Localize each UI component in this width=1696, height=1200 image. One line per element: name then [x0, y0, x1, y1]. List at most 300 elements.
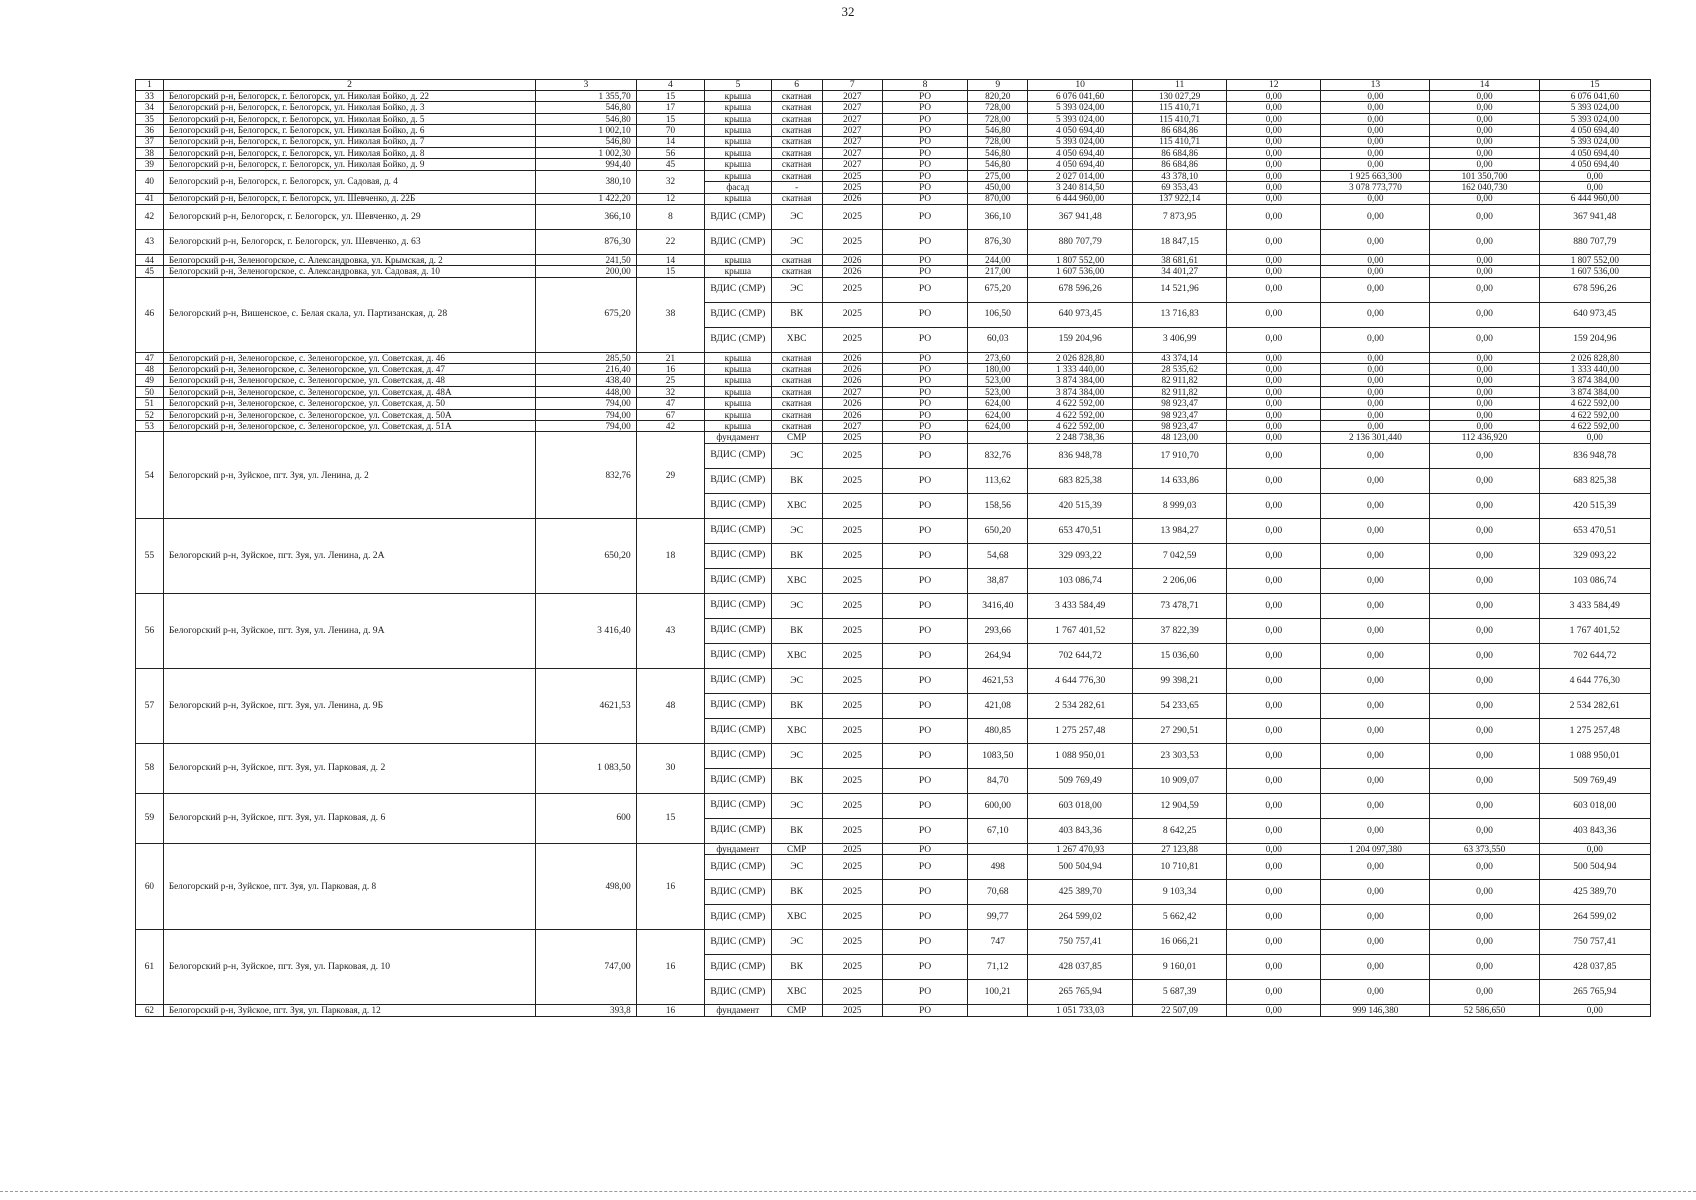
- cell-fund-13: 2 136 301,440: [1321, 432, 1430, 443]
- cell-fund-12: 0,00: [1227, 793, 1321, 818]
- cell-executor: РО: [882, 1005, 968, 1016]
- cell-fund-15: 265 765,94: [1539, 980, 1650, 1005]
- cell-executor: РО: [882, 518, 968, 543]
- table-row: [136, 125, 1651, 136]
- cell-volume: 70,68: [968, 880, 1028, 905]
- cell-volume: 728,00: [968, 113, 1028, 124]
- cell-row-number: 58: [136, 743, 164, 793]
- cell-work-type: крыша: [705, 113, 771, 124]
- cell-work-type: ВДИС (СМР): [705, 468, 771, 493]
- cell-count: 15: [636, 793, 704, 843]
- cell-cost-item-11: 28 535,62: [1133, 364, 1227, 375]
- cell-fund-15: 683 825,38: [1539, 468, 1650, 493]
- cell-fund-15: 603 018,00: [1539, 793, 1650, 818]
- table-row: [136, 421, 1651, 432]
- cell-fund-15: 5 393 024,00: [1539, 136, 1650, 147]
- cell-fund-13: 0,00: [1321, 364, 1430, 375]
- cell-address: Белогорский р-н, Зеленогорское, с. Зеленогорское, ул. Советская, д. 50: [163, 398, 535, 409]
- cell-cost-item-11: 115 410,71: [1133, 136, 1227, 147]
- cell-fund-14: 0,00: [1430, 568, 1539, 593]
- cell-year: 2025: [822, 768, 882, 793]
- cell-executor: РО: [882, 398, 968, 409]
- cell-work-subtype: скатная: [771, 91, 822, 102]
- cell-fund-12: 0,00: [1227, 375, 1321, 386]
- column-header: 11: [1133, 80, 1227, 91]
- cell-volume: 71,12: [968, 955, 1028, 980]
- cell-fund-13: 0,00: [1321, 327, 1430, 352]
- cell-work-subtype: ВК: [771, 768, 822, 793]
- cell-area: 200,00: [536, 266, 637, 277]
- table-row: [136, 159, 1651, 170]
- cell-work-type: ВДИС (СМР): [705, 718, 771, 743]
- cell-fund-15: 0,00: [1539, 182, 1650, 193]
- cell-fund-12: 0,00: [1227, 136, 1321, 147]
- cell-cost-item-11: 115 410,71: [1133, 113, 1227, 124]
- cell-total-cost: 425 389,70: [1028, 880, 1133, 905]
- cell-work-subtype: ХВС: [771, 718, 822, 743]
- cell-area: 675,20: [536, 277, 637, 352]
- column-header: 10: [1028, 80, 1133, 91]
- cell-cost-item-11: 37 822,39: [1133, 618, 1227, 643]
- cell-fund-13: 0,00: [1321, 136, 1430, 147]
- cell-row-number: 61: [136, 930, 164, 1005]
- cell-year: 2025: [822, 855, 882, 880]
- cell-area: 832,76: [536, 432, 637, 518]
- cell-work-type: фундамент: [705, 432, 771, 443]
- cell-volume: [968, 432, 1028, 443]
- cell-fund-15: 420 515,39: [1539, 493, 1650, 518]
- cell-address: Белогорский р-н, Зеленогорское, с. Зеленогорское, ул. Советская, д. 48А: [163, 386, 535, 397]
- cell-address: Белогорский р-н, Белогорск, г. Белогорск, ул. Шевченко, д. 29: [163, 204, 535, 229]
- cell-area: 393,8: [536, 1005, 637, 1016]
- cell-area: 994,40: [536, 159, 637, 170]
- cell-fund-14: 0,00: [1430, 518, 1539, 543]
- cell-work-type: ВДИС (СМР): [705, 793, 771, 818]
- cell-count: 16: [636, 930, 704, 1005]
- cell-count: 38: [636, 277, 704, 352]
- cell-count: 45: [636, 159, 704, 170]
- cell-executor: РО: [882, 266, 968, 277]
- cell-year: 2026: [822, 352, 882, 363]
- cell-work-type: крыша: [705, 102, 771, 113]
- cell-year: 2025: [822, 1005, 882, 1016]
- cell-year: 2025: [822, 668, 882, 693]
- cell-fund-13: 0,00: [1321, 468, 1430, 493]
- cell-executor: РО: [882, 593, 968, 618]
- cell-address: Белогорский р-н, Зуйское, пгт. Зуя, ул. Парковая, д. 6: [163, 793, 535, 843]
- cell-row-number: 51: [136, 398, 164, 409]
- cell-fund-13: 0,00: [1321, 518, 1430, 543]
- cell-total-cost: 403 843,36: [1028, 818, 1133, 843]
- column-header: 14: [1430, 80, 1539, 91]
- cell-fund-14: 112 436,920: [1430, 432, 1539, 443]
- cell-fund-12: 0,00: [1227, 125, 1321, 136]
- cell-volume: 624,00: [968, 398, 1028, 409]
- cell-volume: 600,00: [968, 793, 1028, 818]
- cell-fund-15: 4 622 592,00: [1539, 421, 1650, 432]
- cell-area: 600: [536, 793, 637, 843]
- cell-row-number: 34: [136, 102, 164, 113]
- cell-area: 546,80: [536, 113, 637, 124]
- cell-work-subtype: СМР: [771, 1005, 822, 1016]
- cell-fund-13: 0,00: [1321, 793, 1430, 818]
- cell-volume: [968, 843, 1028, 854]
- cell-work-type: ВДИС (СМР): [705, 905, 771, 930]
- cell-count: 32: [636, 170, 704, 193]
- cell-fund-12: 0,00: [1227, 432, 1321, 443]
- cell-cost-item-11: 7 873,95: [1133, 204, 1227, 229]
- cell-fund-14: 0,00: [1430, 955, 1539, 980]
- column-header: 6: [771, 80, 822, 91]
- cell-total-cost: 3 433 584,49: [1028, 593, 1133, 618]
- cell-work-subtype: скатная: [771, 386, 822, 397]
- cell-address: Белогорский р-н, Зуйское, пгт. Зуя, ул. Парковая, д. 12: [163, 1005, 535, 1016]
- table-row: [136, 668, 1651, 693]
- cell-fund-15: 640 973,45: [1539, 302, 1650, 327]
- cell-total-cost: 702 644,72: [1028, 643, 1133, 668]
- cell-work-subtype: скатная: [771, 113, 822, 124]
- cell-address: Белогорский р-н, Белогорск, г. Белогорск, ул. Николая Бойко, д. 22: [163, 91, 535, 102]
- cell-cost-item-11: 27 123,88: [1133, 843, 1227, 854]
- cell-fund-14: 0,00: [1430, 743, 1539, 768]
- cell-area: 876,30: [536, 229, 637, 254]
- cell-fund-12: 0,00: [1227, 818, 1321, 843]
- cell-work-type: ВДИС (СМР): [705, 930, 771, 955]
- cell-row-number: 55: [136, 518, 164, 593]
- cell-year: 2025: [822, 880, 882, 905]
- cell-area: 366,10: [536, 204, 637, 229]
- cell-total-cost: 5 393 024,00: [1028, 113, 1133, 124]
- table-row: [136, 1005, 1651, 1016]
- cell-volume: 3416,40: [968, 593, 1028, 618]
- cell-fund-15: 103 086,74: [1539, 568, 1650, 593]
- cell-volume: 4621,53: [968, 668, 1028, 693]
- cell-fund-15: 159 204,96: [1539, 327, 1650, 352]
- cell-fund-14: 0,00: [1430, 643, 1539, 668]
- cell-work-type: ВДИС (СМР): [705, 880, 771, 905]
- cell-fund-12: 0,00: [1227, 182, 1321, 193]
- cell-fund-13: 0,00: [1321, 880, 1430, 905]
- column-header: 3: [536, 80, 637, 91]
- cell-row-number: 49: [136, 375, 164, 386]
- cell-executor: РО: [882, 91, 968, 102]
- cell-cost-item-11: 16 066,21: [1133, 930, 1227, 955]
- cell-fund-13: 0,00: [1321, 905, 1430, 930]
- cell-fund-12: 0,00: [1227, 102, 1321, 113]
- cell-executor: РО: [882, 543, 968, 568]
- cell-work-subtype: ХВС: [771, 568, 822, 593]
- cell-area: 241,50: [536, 254, 637, 265]
- cell-work-type: ВДИС (СМР): [705, 818, 771, 843]
- cell-executor: РО: [882, 493, 968, 518]
- cell-fund-13: 999 146,380: [1321, 1005, 1430, 1016]
- cell-fund-12: 0,00: [1227, 543, 1321, 568]
- cell-total-cost: 5 393 024,00: [1028, 136, 1133, 147]
- cell-work-subtype: ВК: [771, 818, 822, 843]
- cell-fund-14: 0,00: [1430, 254, 1539, 265]
- column-header: 7: [822, 80, 882, 91]
- cell-fund-13: 1 204 097,380: [1321, 843, 1430, 854]
- cell-fund-12: 0,00: [1227, 266, 1321, 277]
- cell-work-type: ВДИС (СМР): [705, 668, 771, 693]
- cell-fund-13: 0,00: [1321, 718, 1430, 743]
- cell-fund-15: 4 622 592,00: [1539, 398, 1650, 409]
- cell-cost-item-11: 8 999,03: [1133, 493, 1227, 518]
- cell-fund-15: 4 622 592,00: [1539, 409, 1650, 420]
- cell-row-number: 42: [136, 204, 164, 229]
- column-header: 12: [1227, 80, 1321, 91]
- cell-volume: 546,80: [968, 159, 1028, 170]
- cell-row-number: 43: [136, 229, 164, 254]
- cell-total-cost: 264 599,02: [1028, 905, 1133, 930]
- cell-year: 2027: [822, 159, 882, 170]
- cell-row-number: 41: [136, 193, 164, 204]
- cell-address: Белогорский р-н, Белогорск, г. Белогорск, ул. Николая Бойко, д. 3: [163, 102, 535, 113]
- cell-fund-15: 653 470,51: [1539, 518, 1650, 543]
- table-row: [136, 277, 1651, 302]
- cell-total-cost: 683 825,38: [1028, 468, 1133, 493]
- cell-address: Белогорский р-н, Зеленогорское, с. Зеленогорское, ул. Советская, д. 50А: [163, 409, 535, 420]
- cell-total-cost: 103 086,74: [1028, 568, 1133, 593]
- cell-year: 2025: [822, 618, 882, 643]
- cell-fund-15: 836 948,78: [1539, 443, 1650, 468]
- cell-work-type: крыша: [705, 136, 771, 147]
- cell-fund-13: 0,00: [1321, 493, 1430, 518]
- cell-total-cost: 2 027 014,00: [1028, 170, 1133, 181]
- cell-work-type: крыша: [705, 421, 771, 432]
- cell-fund-14: 0,00: [1430, 386, 1539, 397]
- cell-executor: РО: [882, 327, 968, 352]
- cell-count: 48: [636, 668, 704, 743]
- cell-fund-15: 1 607 536,00: [1539, 266, 1650, 277]
- cell-year: 2025: [822, 643, 882, 668]
- table-row: [136, 91, 1651, 102]
- cell-year: 2025: [822, 568, 882, 593]
- cell-row-number: 53: [136, 421, 164, 432]
- column-header: 13: [1321, 80, 1430, 91]
- cell-work-subtype: ВК: [771, 543, 822, 568]
- cell-work-type: ВДИС (СМР): [705, 643, 771, 668]
- cell-fund-14: 0,00: [1430, 421, 1539, 432]
- cell-work-subtype: скатная: [771, 193, 822, 204]
- cell-fund-14: 0,00: [1430, 352, 1539, 363]
- table-row: [136, 352, 1651, 363]
- cell-fund-15: 1 275 257,48: [1539, 718, 1650, 743]
- cell-cost-item-11: 10 909,07: [1133, 768, 1227, 793]
- cell-fund-13: 0,00: [1321, 102, 1430, 113]
- cell-fund-13: 0,00: [1321, 643, 1430, 668]
- table-row: [136, 375, 1651, 386]
- cell-work-subtype: ХВС: [771, 493, 822, 518]
- cell-fund-14: 0,00: [1430, 102, 1539, 113]
- cell-executor: РО: [882, 443, 968, 468]
- cell-fund-14: 0,00: [1430, 147, 1539, 158]
- cell-fund-14: 0,00: [1430, 364, 1539, 375]
- cell-address: Белогорский р-н, Белогорск, г. Белогорск, ул. Шевченко, д. 22Б: [163, 193, 535, 204]
- cell-row-number: 50: [136, 386, 164, 397]
- cell-work-type: ВДИС (СМР): [705, 277, 771, 302]
- cell-total-cost: 500 504,94: [1028, 855, 1133, 880]
- cell-work-subtype: ВК: [771, 618, 822, 643]
- cell-cost-item-11: 13 716,83: [1133, 302, 1227, 327]
- cell-total-cost: 367 941,48: [1028, 204, 1133, 229]
- cell-total-cost: 1 767 401,52: [1028, 618, 1133, 643]
- cell-fund-15: 264 599,02: [1539, 905, 1650, 930]
- cell-cost-item-11: 38 681,61: [1133, 254, 1227, 265]
- cell-total-cost: 678 596,26: [1028, 277, 1133, 302]
- cell-year: 2025: [822, 793, 882, 818]
- cell-count: 70: [636, 125, 704, 136]
- cell-fund-12: 0,00: [1227, 409, 1321, 420]
- cell-cost-item-11: 5 687,39: [1133, 980, 1227, 1005]
- cell-volume: 870,00: [968, 193, 1028, 204]
- cell-cost-item-11: 43 374,14: [1133, 352, 1227, 363]
- cell-address: Белогорский р-н, Зеленогорское, с. Зеленогорское, ул. Советская, д. 51А: [163, 421, 535, 432]
- cell-fund-13: 0,00: [1321, 543, 1430, 568]
- cell-volume: 275,00: [968, 170, 1028, 181]
- cell-count: 30: [636, 743, 704, 793]
- cell-cost-item-11: 14 521,96: [1133, 277, 1227, 302]
- cell-fund-14: 0,00: [1430, 880, 1539, 905]
- cell-year: 2025: [822, 182, 882, 193]
- cell-address: Белогорский р-н, Белогорск, г. Белогорск, ул. Садовая, д. 4: [163, 170, 535, 193]
- cell-work-type: крыша: [705, 125, 771, 136]
- cell-fund-15: 500 504,94: [1539, 855, 1650, 880]
- cell-year: 2025: [822, 518, 882, 543]
- cell-volume: 650,20: [968, 518, 1028, 543]
- cell-fund-14: 0,00: [1430, 375, 1539, 386]
- cell-fund-14: 0,00: [1430, 818, 1539, 843]
- cell-work-subtype: ВК: [771, 880, 822, 905]
- cell-count: 43: [636, 593, 704, 668]
- cell-volume: 820,20: [968, 91, 1028, 102]
- cell-cost-item-11: 14 633,86: [1133, 468, 1227, 493]
- cell-executor: РО: [882, 743, 968, 768]
- cell-fund-15: 428 037,85: [1539, 955, 1650, 980]
- cell-cost-item-11: 18 847,15: [1133, 229, 1227, 254]
- cell-total-cost: 1 275 257,48: [1028, 718, 1133, 743]
- cell-executor: РО: [882, 409, 968, 420]
- cell-fund-12: 0,00: [1227, 193, 1321, 204]
- cell-fund-15: 1 333 440,00: [1539, 364, 1650, 375]
- cell-work-subtype: скатная: [771, 136, 822, 147]
- cell-address: Белогорский р-н, Зуйское, пгт. Зуя, ул. Парковая, д. 2: [163, 743, 535, 793]
- cell-volume: 624,00: [968, 409, 1028, 420]
- cell-area: 1 355,70: [536, 91, 637, 102]
- cell-cost-item-11: 15 036,60: [1133, 643, 1227, 668]
- cell-volume: 100,21: [968, 980, 1028, 1005]
- cell-executor: РО: [882, 421, 968, 432]
- cell-row-number: 35: [136, 113, 164, 124]
- cell-work-type: крыша: [705, 398, 771, 409]
- cell-year: 2025: [822, 843, 882, 854]
- cell-work-subtype: ХВС: [771, 980, 822, 1005]
- cell-work-type: ВДИС (СМР): [705, 980, 771, 1005]
- cell-volume: 158,56: [968, 493, 1028, 518]
- cell-work-subtype: ХВС: [771, 905, 822, 930]
- cell-cost-item-11: 27 290,51: [1133, 718, 1227, 743]
- cell-work-subtype: скатная: [771, 409, 822, 420]
- cell-fund-13: 0,00: [1321, 955, 1430, 980]
- table-row: [136, 147, 1651, 158]
- cell-executor: РО: [882, 352, 968, 363]
- cell-work-type: фундамент: [705, 843, 771, 854]
- cell-volume: 264,94: [968, 643, 1028, 668]
- cell-area: 285,50: [536, 352, 637, 363]
- cell-year: 2026: [822, 364, 882, 375]
- cell-volume: 273,60: [968, 352, 1028, 363]
- cell-year: 2025: [822, 327, 882, 352]
- cell-cost-item-11: 9 103,34: [1133, 880, 1227, 905]
- cell-cost-item-11: 69 353,43: [1133, 182, 1227, 193]
- cell-fund-13: 0,00: [1321, 668, 1430, 693]
- cell-total-cost: 1 807 552,00: [1028, 254, 1133, 265]
- cell-fund-12: 0,00: [1227, 843, 1321, 854]
- cell-row-number: 33: [136, 91, 164, 102]
- cell-fund-12: 0,00: [1227, 421, 1321, 432]
- cell-address: Белогорский р-н, Зуйское, пгт. Зуя, ул. Ленина, д. 2А: [163, 518, 535, 593]
- cell-fund-15: 403 843,36: [1539, 818, 1650, 843]
- cell-fund-13: 0,00: [1321, 352, 1430, 363]
- cell-work-type: крыша: [705, 266, 771, 277]
- cell-fund-12: 0,00: [1227, 277, 1321, 302]
- cell-fund-15: 425 389,70: [1539, 880, 1650, 905]
- cell-volume: 876,30: [968, 229, 1028, 254]
- cell-fund-14: 0,00: [1430, 793, 1539, 818]
- cell-volume: 60,03: [968, 327, 1028, 352]
- cell-work-type: ВДИС (СМР): [705, 768, 771, 793]
- cell-cost-item-11: 9 160,01: [1133, 955, 1227, 980]
- cell-fund-15: 2 534 282,61: [1539, 693, 1650, 718]
- cell-work-subtype: скатная: [771, 170, 822, 181]
- cell-fund-12: 0,00: [1227, 618, 1321, 643]
- cell-total-cost: 428 037,85: [1028, 955, 1133, 980]
- cell-fund-13: 0,00: [1321, 91, 1430, 102]
- cell-fund-13: 0,00: [1321, 386, 1430, 397]
- cell-count: 16: [636, 843, 704, 929]
- cell-executor: РО: [882, 204, 968, 229]
- cell-fund-13: 0,00: [1321, 302, 1430, 327]
- cell-total-cost: 4 050 694,40: [1028, 147, 1133, 158]
- cell-fund-12: 0,00: [1227, 593, 1321, 618]
- cell-executor: РО: [882, 718, 968, 743]
- cell-work-subtype: ЭС: [771, 743, 822, 768]
- cell-row-number: 59: [136, 793, 164, 843]
- cell-executor: РО: [882, 125, 968, 136]
- cell-address: Белогорский р-н, Зеленогорское, с. Александровка, ул. Крымская, д. 2: [163, 254, 535, 265]
- cell-cost-item-11: 130 027,29: [1133, 91, 1227, 102]
- cell-row-number: 39: [136, 159, 164, 170]
- cell-fund-12: 0,00: [1227, 386, 1321, 397]
- cell-volume: 1083,50: [968, 743, 1028, 768]
- cell-cost-item-11: 8 642,25: [1133, 818, 1227, 843]
- cell-fund-12: 0,00: [1227, 327, 1321, 352]
- cell-fund-15: 2 026 828,80: [1539, 352, 1650, 363]
- cell-fund-12: 0,00: [1227, 493, 1321, 518]
- cell-fund-13: 0,00: [1321, 147, 1430, 158]
- cell-work-subtype: -: [771, 182, 822, 193]
- cell-cost-item-11: 48 123,00: [1133, 432, 1227, 443]
- cell-executor: РО: [882, 843, 968, 854]
- cell-fund-15: 750 757,41: [1539, 930, 1650, 955]
- cell-year: 2025: [822, 302, 882, 327]
- cell-fund-15: 4 050 694,40: [1539, 125, 1650, 136]
- cell-work-type: ВДИС (СМР): [705, 693, 771, 718]
- cell-fund-15: 880 707,79: [1539, 229, 1650, 254]
- cell-fund-13: 0,00: [1321, 618, 1430, 643]
- cell-fund-12: 0,00: [1227, 518, 1321, 543]
- cell-executor: РО: [882, 386, 968, 397]
